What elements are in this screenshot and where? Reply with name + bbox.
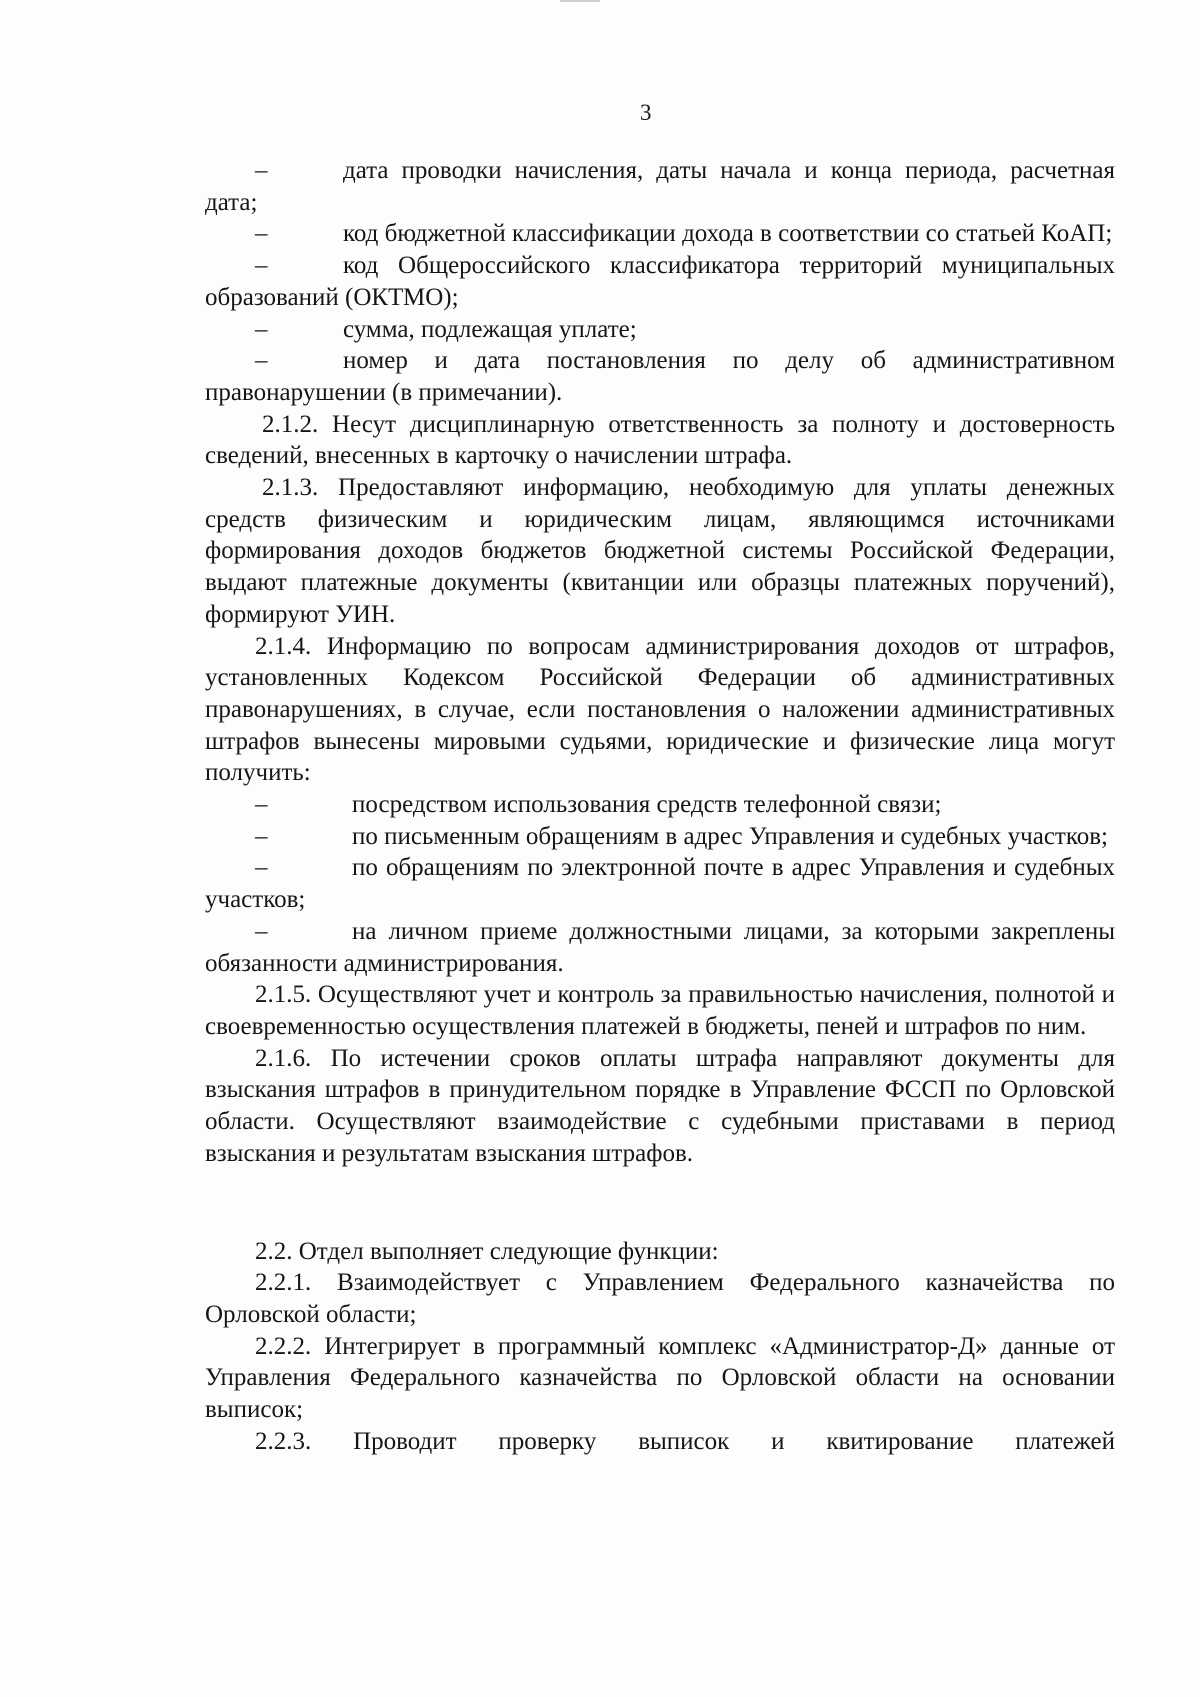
list-item [205,155,1115,218]
scan-artifact [560,0,600,2]
list-item [205,916,1115,979]
paragraph-2-1-5: 2.1.5. Осуществляют учет и контроль за правильностью начисления, полнотой и своевременностью осуществления платежей в бюджеты, пеней и штрафов по ним. [205,981,1115,1040]
list-item-text: посредством использования средств телефонной связи; [352,791,942,819]
dash-marker: – [255,315,268,343]
page-number: 3 [640,100,652,125]
document-body [205,155,1115,1457]
list-item-text: код бюджетной классификации дохода в соответствии со статьей КоАП; [343,220,1113,248]
paragraph-2-2-1: 2.2.1. Взаимодействует с Управлением Федерального казначейства по Орловской области; [205,1269,1115,1328]
list-item-text: по обращениям по электронной почте в адрес Управления и судебных участков; [205,854,1115,914]
dash-marker: – [255,917,268,945]
list-item [205,314,1115,346]
list-item [205,852,1115,915]
list-item-text: на личном приеме должностными лицами, за которыми закреплены обязанности администрирования. [205,917,1115,977]
paragraph-2-1-4: 2.1.4. Информацию по вопросам администрирования доходов от штрафов, установленных Кодексом Российской Федерации об административных правонарушениях, в случае, если постановления о наложении административных штрафов вынесены мировыми судьями, юридические и физические лица могут получить: [205,632,1115,787]
paragraph-2-1-6: 2.1.6. По истечении сроков оплаты штрафа направляют документы для взыскания штрафов в принудительном порядке в Управление ФССП по Орловской области. Осуществляют взаимодействие с судебными приставами в период взыскания и результатам взыскания штрафов. [205,1044,1115,1167]
list-item [205,821,1115,853]
dash-marker: – [255,822,268,850]
paragraph-2-2-2: 2.2.2. Интегрирует в программный комплекс «Администратор-Д» данные от Управления Федерального казначейства по Орловской области на основании выписок; [205,1332,1115,1424]
list-item-text: номер и дата постановления по делу об административном правонарушении (в примечании). [205,347,1115,406]
list-item [205,218,1115,250]
list-item-text: дата проводки начисления, даты начала и конца периода, расчетная дата; [205,157,1115,216]
section-spacer [205,1170,1115,1236]
list-item-text: по письменным обращениям в адрес Управления и судебных участков; [352,822,1108,850]
list-item [205,345,1115,408]
paragraph-2-1-2: 2.1.2. Несут дисциплинарную ответственность за полноту и достоверность сведений, внесенных в карточку о начислении штрафа. [205,410,1115,470]
paragraph-2-2-3: 2.2.3. Проводит проверку выписок и квитирование платежей [255,1427,1115,1455]
list-item-text: сумма, подлежащая уплате; [343,315,637,343]
list-item [205,789,1115,821]
list-item-text: код Общероссийского классификатора территорий муниципальных образований (ОКТМО); [205,252,1115,311]
dash-marker: – [255,854,268,882]
paragraph-2-1-3: 2.1.3. Предоставляют информацию, необходимую для уплаты денежных средств физическим и юридическим лицам, являющимся источниками формирования доходов бюджетов бюджетной системы Российской Федерации, выдают платежные документы (квитанции или образцы платежных поручений), формируют УИН. [205,474,1115,628]
list-item [205,250,1115,313]
dash-marker: – [255,220,268,248]
section-heading-2-2: 2.2. Отдел выполняет следующие функции: [255,1237,719,1265]
dash-marker: – [255,157,268,184]
dash-marker: – [255,347,268,375]
dash-marker: – [255,791,268,819]
dash-marker: – [255,252,268,280]
